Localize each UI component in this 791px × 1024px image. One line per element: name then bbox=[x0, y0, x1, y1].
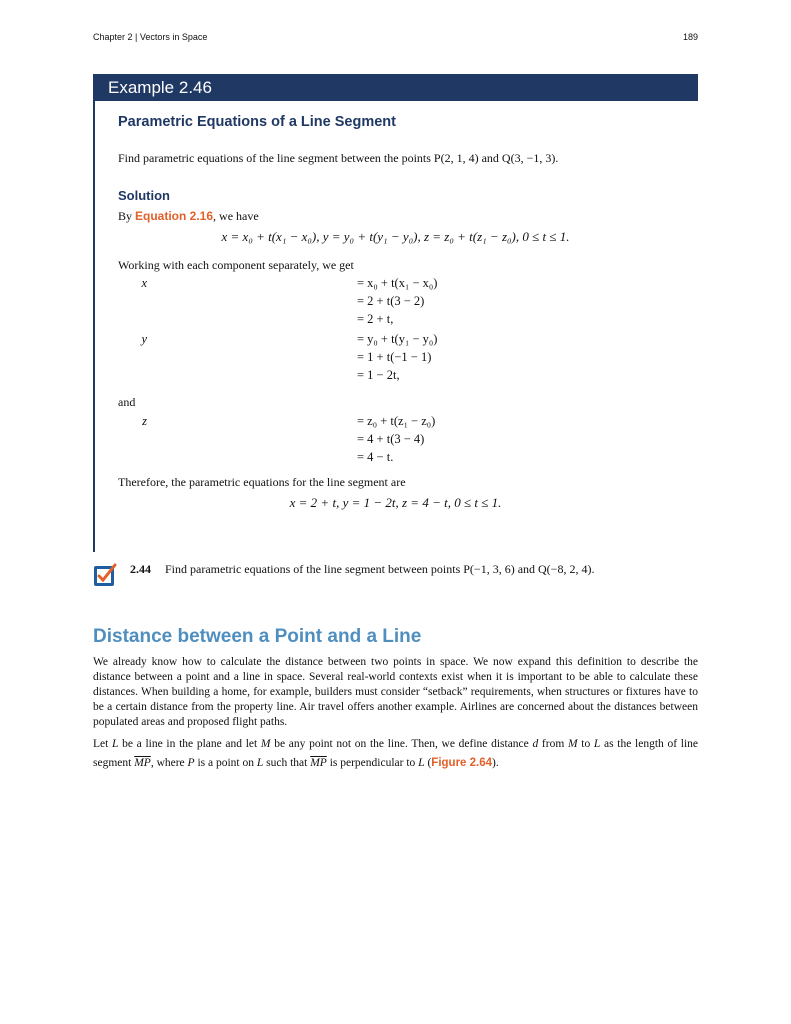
general-parametric-equation: x = x₀ + t(x₁ − x₀), y = y₀ + t(y₁ − y₀), z = z₀ + t(z₁ − z₀), 0 ≤ t ≤ 1. bbox=[221, 229, 570, 244]
text-run: is a point on bbox=[194, 757, 257, 769]
segment-MP: $\overline{MP}$ bbox=[134, 757, 151, 769]
var-L: L bbox=[256, 757, 264, 769]
segment-MP: $\overline{MP}$ bbox=[310, 757, 327, 769]
text-run: ( bbox=[424, 757, 432, 769]
text-run: , where bbox=[150, 757, 188, 769]
var-M: M bbox=[567, 738, 578, 750]
y-step: = 1 − 2t, bbox=[357, 368, 400, 382]
text-run: be any point not on the line. Then, we define distance bbox=[270, 738, 533, 750]
text-run: is perpendicular to bbox=[326, 757, 419, 769]
text-run: Let bbox=[93, 738, 113, 750]
text-run: such that bbox=[263, 757, 311, 769]
z-lhs: z bbox=[142, 414, 147, 428]
example-left-rule bbox=[93, 74, 95, 552]
var-M: M bbox=[260, 738, 271, 750]
figure-link[interactable]: Figure 2.64 bbox=[431, 757, 493, 769]
var-L: L bbox=[112, 738, 119, 750]
example-title-bar bbox=[93, 74, 698, 101]
x-step: = 2 + t, bbox=[357, 312, 394, 326]
by-suffix: , we have bbox=[213, 209, 259, 223]
solution-heading: Solution bbox=[118, 188, 170, 203]
section-paragraph-1: We already know how to calculate the distance between two points in space. We now expand this definition to describe the distance between a point and a line in space. Several real-world contexts exist when it is important to be able to calculate these distances. When building a home, for example, builders must consider “setback” requirements, when structures or fixtures have to be a certain distance from the property line. Air travel offers another example. Airlines are concerned about the distances between populated areas and proposed flight paths. bbox=[93, 656, 698, 728]
exercise-text: Find parametric equations of the line segment between points P(−1, 3, 6) and Q(−8, 2, 4). bbox=[165, 562, 595, 576]
z-step: = 4 − t. bbox=[357, 450, 394, 464]
solution-intro bbox=[118, 209, 259, 223]
running-header-chapter: Chapter 2 | Vectors in Space bbox=[93, 32, 208, 42]
example-label: Example 2.46 bbox=[108, 78, 212, 97]
y-step: = y₀ + t(y₁ − y₀) bbox=[357, 332, 438, 346]
exercise-number: 2.44 bbox=[130, 562, 151, 576]
checkmark-icon bbox=[93, 563, 117, 587]
working-text: Working with each component separately, we get bbox=[118, 258, 354, 272]
text-run: to bbox=[577, 738, 594, 750]
final-parametric-equation: x = 2 + t, y = 1 − 2t, z = 4 − t, 0 ≤ t ≤ 1. bbox=[289, 495, 502, 510]
var-L: L bbox=[593, 738, 601, 750]
equation-link[interactable]: Equation 2.16 bbox=[135, 209, 214, 223]
text-run: ). bbox=[492, 757, 499, 769]
example-heading: Parametric Equations of a Line Segment bbox=[118, 114, 396, 130]
var-L: L bbox=[418, 757, 425, 769]
text-run: be a line in the plane and let bbox=[118, 738, 261, 750]
var-d: d bbox=[532, 738, 539, 750]
page-number: 189 bbox=[682, 32, 698, 42]
text-run: as the length of line segment bbox=[93, 738, 698, 769]
example-problem: Find parametric equations of the line segment between the points P(2, 1, 4) and Q(3, −1, 3). bbox=[118, 151, 559, 165]
and-text: and bbox=[118, 395, 136, 409]
y-step: = 1 + t(−1 − 1) bbox=[357, 350, 432, 364]
section-title: Distance between a Point and a Line bbox=[93, 626, 422, 647]
therefore-text: Therefore, the parametric equations for the line segment are bbox=[118, 475, 406, 489]
z-step: = z₀ + t(z₁ − z₀) bbox=[357, 414, 436, 428]
text-run: from bbox=[538, 738, 568, 750]
var-P: P bbox=[187, 757, 195, 769]
z-step: = 4 + t(3 − 4) bbox=[357, 432, 425, 446]
x-step: = 2 + t(3 − 2) bbox=[357, 294, 425, 308]
by-prefix: By bbox=[118, 209, 136, 223]
x-step: = x₀ + t(x₁ − x₀) bbox=[357, 276, 438, 290]
section-paragraph-2 bbox=[93, 735, 698, 773]
x-lhs: x bbox=[141, 276, 147, 290]
y-lhs: y bbox=[141, 332, 147, 346]
